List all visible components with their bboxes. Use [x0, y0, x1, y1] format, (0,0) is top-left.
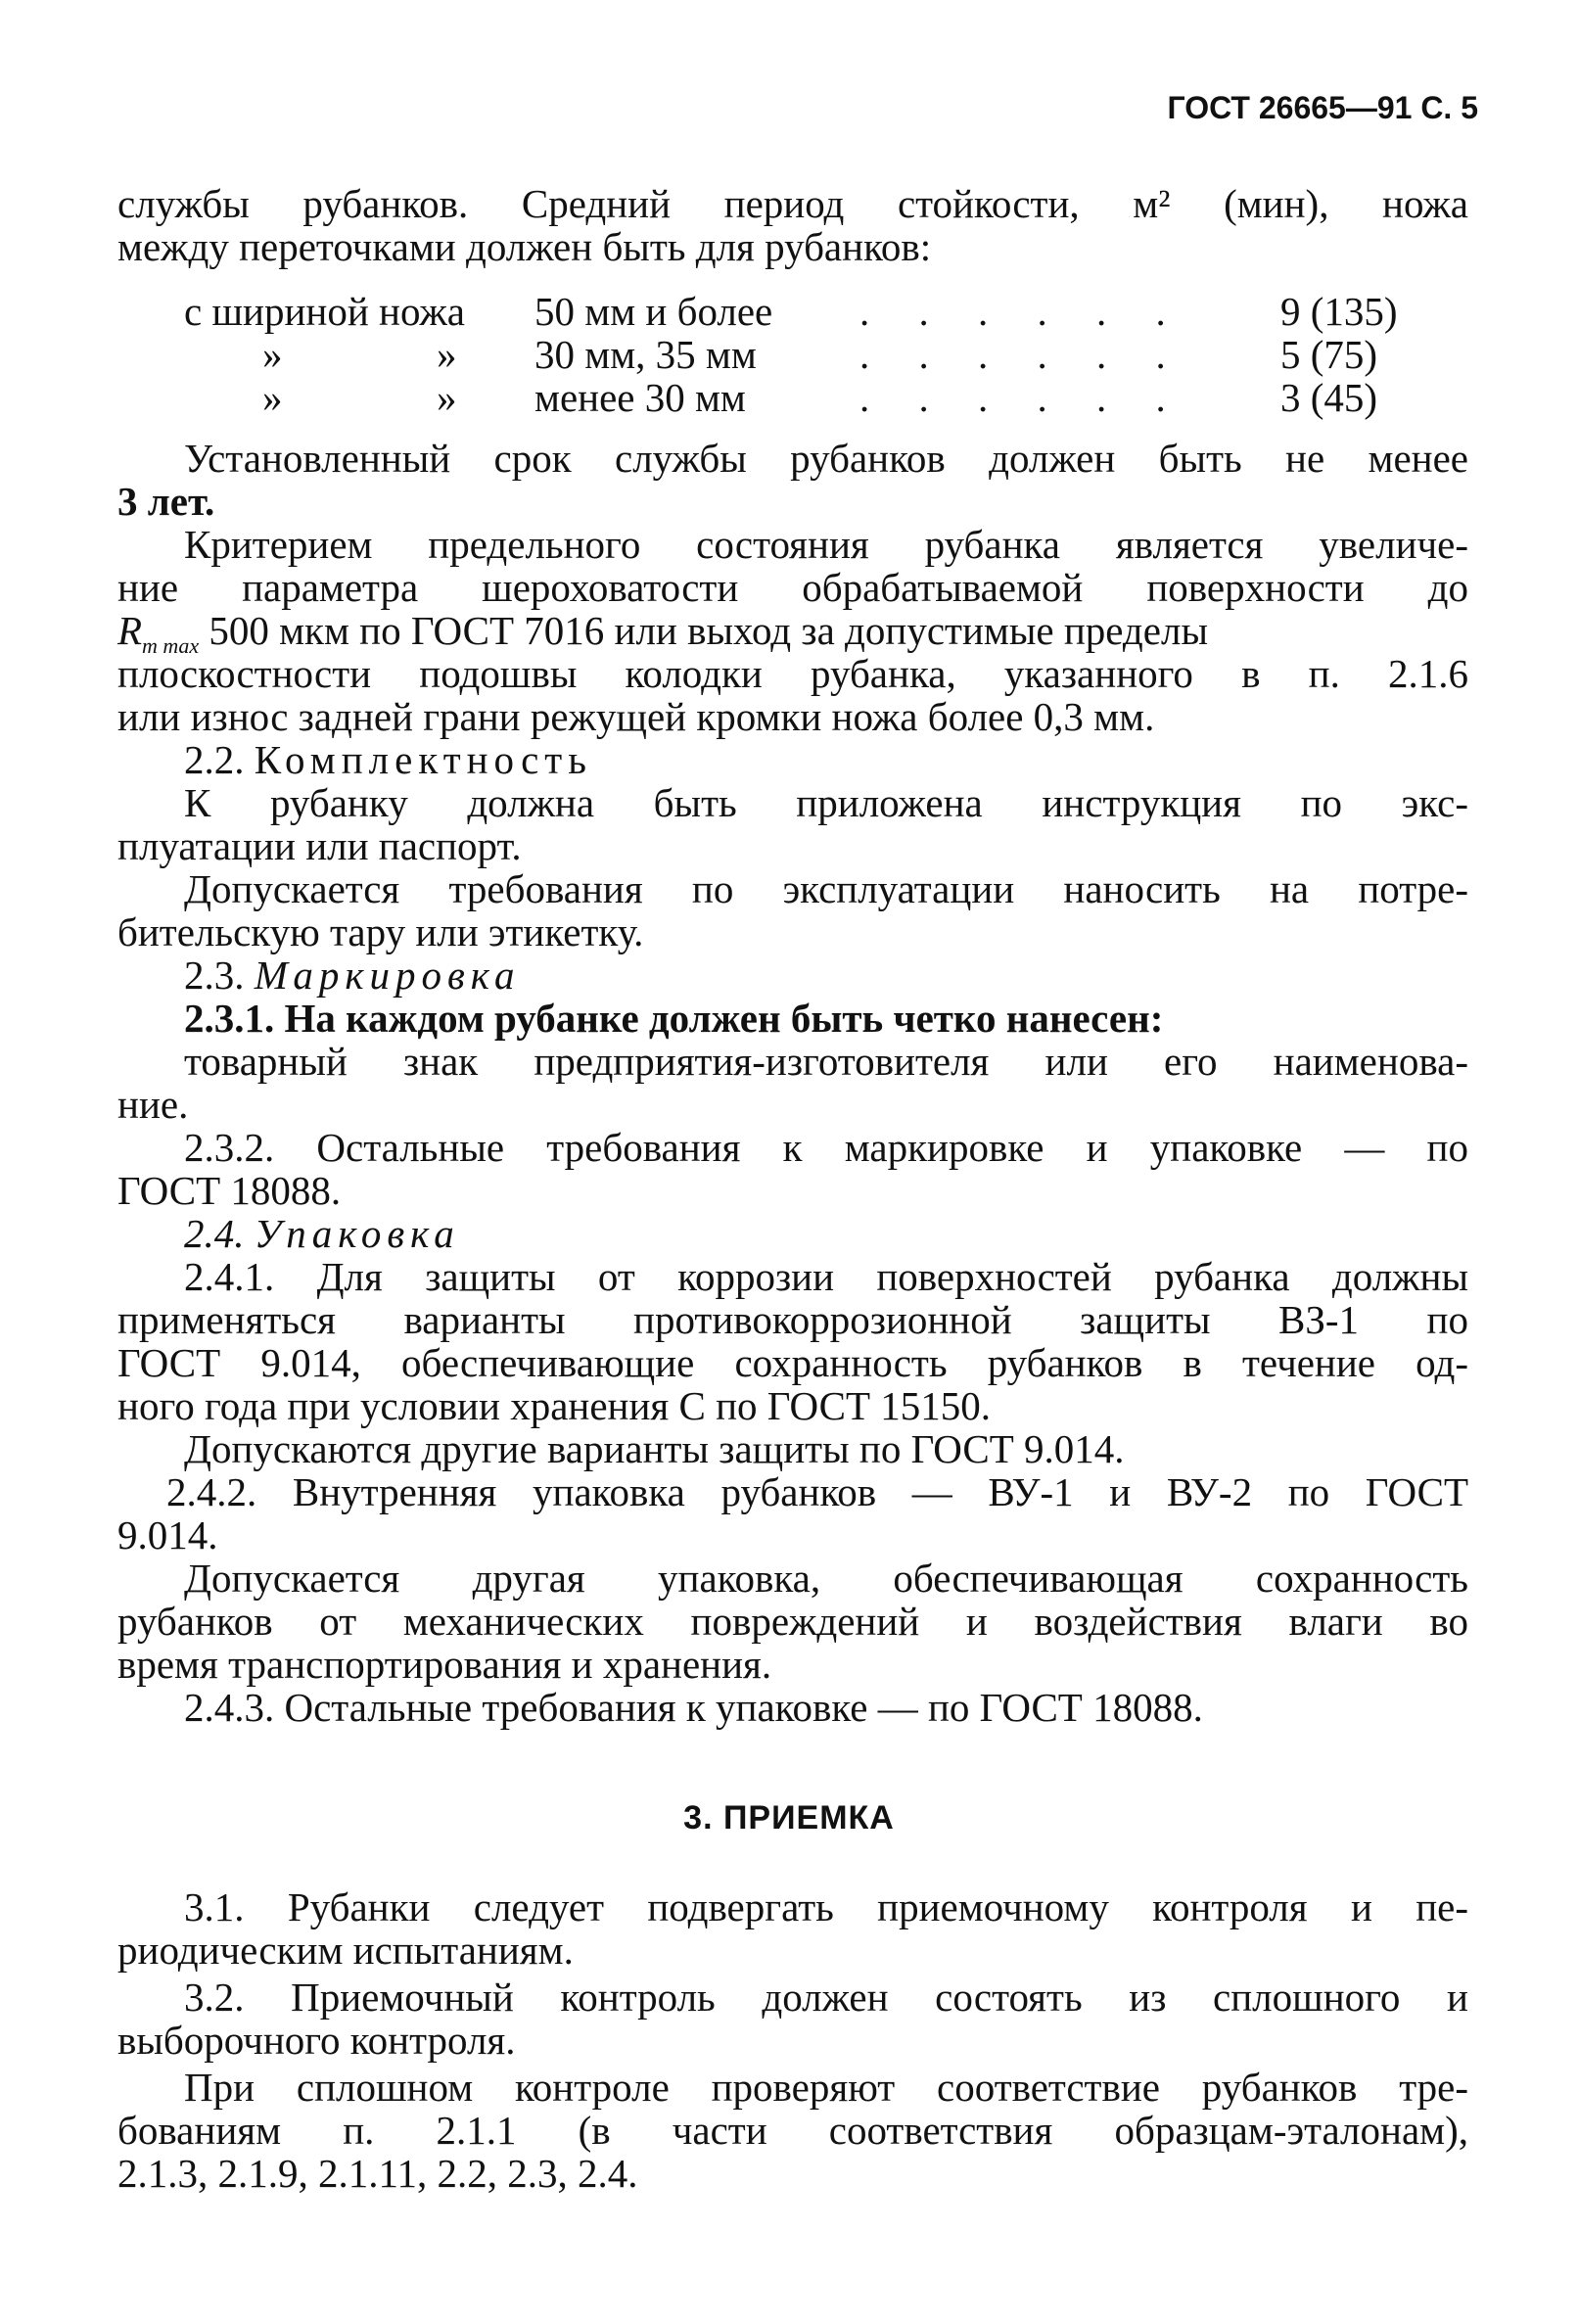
text-line: Установленный срок службы рубанков должен быть не менее [184, 436, 1468, 481]
text-line: между переточками должен быть для рубанков: [117, 224, 932, 269]
text-line: товарный знак предприятия-изготовителя или его наименова- [184, 1039, 1468, 1084]
text-line: 3 лет. [117, 479, 215, 524]
row-size: 50 мм и более [534, 289, 773, 334]
text-line: Допускаются другие варианты защиты по ГОСТ 9.014. [184, 1426, 1125, 1471]
text-line: рубанков от механических повреждений и воздействия влаги во [117, 1599, 1468, 1644]
text-line: ние параметра шероховатости обрабатываемой поверхности до [117, 565, 1468, 610]
subsection-title: Упаковка [254, 1211, 460, 1256]
section-heading: 3. ПРИЕМКА [683, 1799, 895, 1836]
row-leader-dots: . . . . . . [859, 289, 1185, 334]
ditto-mark: » [437, 332, 457, 377]
text-line: 2.4.3. Остальные требования к упаковке — по ГОСТ 18088. [184, 1685, 1203, 1730]
row-leader-dots: . . . . . . [859, 375, 1185, 420]
row-size: 30 мм, 35 мм [534, 332, 757, 377]
resistance-table-row [184, 333, 1447, 376]
subsection-heading [184, 1212, 1468, 1255]
row-value: 3 (45) [1280, 375, 1378, 420]
roughness-subscript: m max [142, 633, 200, 659]
subsection-number: 2.3. [184, 953, 255, 998]
ditto-mark: » [262, 332, 283, 377]
row-label: с шириной ножа [184, 289, 465, 334]
text-line [117, 608, 1468, 659]
text-line: ГОСТ 18088. [117, 1168, 342, 1213]
row-value: 9 (135) [1280, 289, 1398, 334]
text-line: выборочного контроля. [117, 2018, 516, 2063]
text-line: ного года при условии хранения С по ГОСТ 15150. [117, 1383, 991, 1428]
text-line: 3.2. Приемочный контроль должен состоять из сплошного и [184, 1975, 1468, 2020]
text-line: службы рубанков. Средний период стойкости, м² (мин), ножа [117, 181, 1468, 226]
row-leader-dots: . . . . . . [859, 332, 1185, 377]
ditto-mark: » [262, 375, 283, 420]
text-line: Критерием предельного состояния рубанка является увеличе- [184, 522, 1468, 567]
text-line: К рубанку должна быть приложена инструкция по экс- [184, 780, 1468, 825]
text-line: время транспортирования и хранения. [117, 1642, 772, 1687]
text-line: плоскостности подошвы колодки рубанка, указанного в п. 2.1.6 [117, 651, 1468, 696]
text-line: риодическим испытаниям. [117, 1928, 574, 1973]
subsection-heading [184, 738, 1468, 781]
row-value: 5 (75) [1280, 332, 1378, 377]
text-fragment: 500 мкм по ГОСТ 7016 или выход за допустимые пределы [199, 608, 1208, 653]
text-line: 2.4.2. Внутренняя упаковка рубанков — ВУ-1 и ВУ-2 по ГОСТ [166, 1469, 1468, 1514]
subsection-number: 2.2. [184, 737, 255, 782]
text-line: Допускается другая упаковка, обеспечивающая сохранность [184, 1556, 1468, 1601]
subsection-heading [184, 953, 1468, 997]
text-line: 2.1.3, 2.1.9, 2.1.11, 2.2, 2.3, 2.4. [117, 2151, 638, 2196]
subsection-title: Комплектность [254, 737, 592, 782]
text-line: 2.4.1. Для защиты от коррозии поверхностей рубанка должны [184, 1254, 1468, 1299]
text-line: 9.014. [117, 1512, 218, 1557]
text-line: 2.3.2. Остальные требования к маркировке и упаковке — по [184, 1125, 1468, 1170]
text-line: ние. [117, 1082, 189, 1127]
subsection-number: 2.4. [184, 1211, 255, 1256]
subsection-title: Маркировка [254, 953, 521, 998]
text-line: 3.1. Рубанки следует подвергать приемочному контроля и пе- [184, 1884, 1468, 1929]
text-line: При сплошном контроле проверяют соответствие рубанков тре- [184, 2065, 1468, 2110]
row-size: менее 30 мм [534, 375, 746, 420]
text-line: или износ задней грани режущей кромки ножа более 0,3 мм. [117, 694, 1155, 739]
resistance-table-row [184, 290, 1447, 333]
text-line: 2.3.1. На каждом рубанке должен быть четко нанесен: [184, 996, 1164, 1041]
text-line: ГОСТ 9.014, обеспечивающие сохранность рубанков в течение од- [117, 1340, 1468, 1385]
text-line: бованиям п. 2.1.1 (в части соответствия образцам-эталонам), [117, 2108, 1468, 2153]
text-line: применяться варианты противокоррозионной защиты ВЗ-1 по [117, 1297, 1468, 1342]
text-line: бительскую тару или этикетку. [117, 909, 644, 954]
running-header: ГОСТ 26665—91 С. 5 [1167, 90, 1478, 125]
resistance-table-row [184, 376, 1447, 419]
text-line: Допускается требования по эксплуатации наносить на потре- [184, 866, 1468, 911]
text-line: плуатации или паспорт. [117, 823, 522, 868]
ditto-mark: » [437, 375, 457, 420]
roughness-symbol: R [117, 608, 143, 653]
